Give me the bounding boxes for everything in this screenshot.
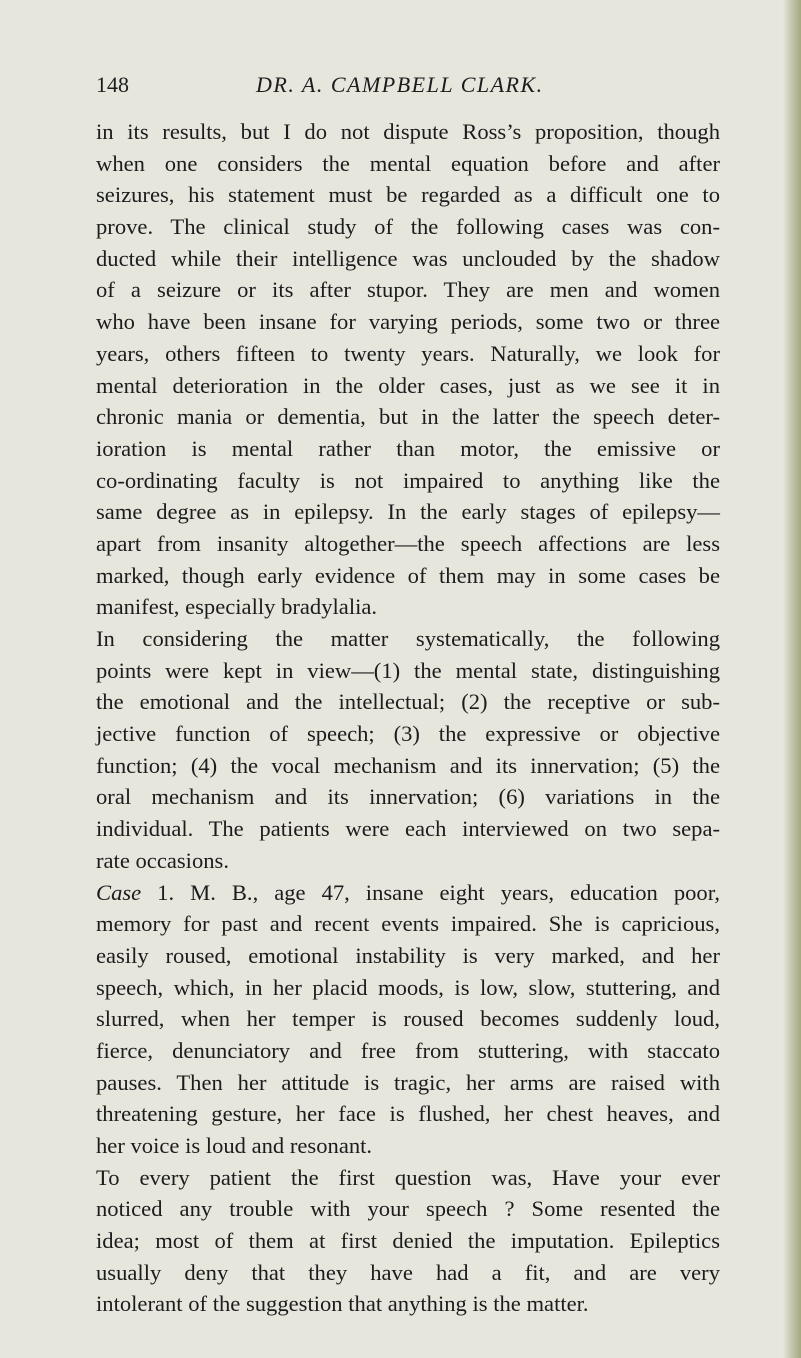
text-line: chronic mania or dementia, but in the latter the speech deter- [96, 404, 720, 430]
text-line: who have been insane for varying periods, some two or three [96, 309, 720, 335]
text-line: individual. The patients were each interviewed on two sepa- [96, 816, 720, 842]
text-line: To every patient the first question was, Have your ever [96, 1164, 720, 1190]
text-line: intolerant of the suggestion that anything is the matter. [96, 1291, 589, 1317]
case-line-text: 1. M. B., age 47, insane eight years, education poor, [141, 879, 720, 905]
text-line: function; (4) the vocal mechanism and its innervation; (5) the [96, 752, 720, 778]
text-line: threatening gesture, her face is flushed, her chest heaves, and [96, 1101, 720, 1127]
text-line: mental deterioration in the older cases, just as we see it in [96, 372, 720, 398]
page-edge-shadow [783, 0, 801, 1358]
text-line: slurred, when her temper is roused becomes suddenly loud, [96, 1006, 720, 1032]
text-line: memory for past and recent events impaired. She is capricious, [96, 911, 720, 937]
text-line: seizures, his statement must be regarded as a difficult one to [96, 182, 720, 208]
text-line: years, others fifteen to twenty years. Naturally, we look for [96, 340, 720, 366]
running-head [96, 72, 716, 102]
text-line: ducted while their intelligence was unclouded by the shadow [96, 245, 720, 271]
text-line: jective function of speech; (3) the expressive or objective [96, 721, 720, 747]
text-line: oral mechanism and its innervation; (6) variations in the [96, 784, 720, 810]
text-line: co-ordinating faculty is not impaired to anything like the [96, 467, 720, 493]
text-line: usually deny that they have had a fit, and are very [96, 1259, 720, 1285]
text-line: pauses. Then her attitude is tragic, her arms are raised with [96, 1069, 720, 1095]
text-line: apart from insanity altogether—the speech affections are less [96, 530, 720, 556]
text-line: same degree as in epilepsy. In the early stages of epilepsy— [96, 499, 720, 525]
case-line [96, 877, 720, 909]
text-line: when one considers the mental equation before and after [96, 150, 720, 176]
text-line: idea; most of them at first denied the imputation. Epileptics [96, 1228, 720, 1254]
text-line: the emotional and the intellectual; (2) the receptive or sub- [96, 689, 720, 715]
text-line: points were kept in view—(1) the mental state, distinguishing [96, 657, 720, 683]
page-number: 148 [96, 72, 129, 97]
text-line: fierce, denunciatory and free from stuttering, with staccato [96, 1037, 720, 1063]
text-line: marked, though early evidence of them may in some cases be [96, 562, 720, 588]
text-line: speech, which, in her placid moods, is low, slow, stuttering, and [96, 974, 720, 1000]
text-line: prove. The clinical study of the following cases was con- [96, 214, 720, 240]
text-line: easily roused, emotional instability is very marked, and her [96, 942, 720, 968]
text-line: rate occasions. [96, 847, 229, 873]
text-line: noticed any trouble with your speech ? Some resented the [96, 1196, 720, 1222]
text-line: her voice is loud and resonant. [96, 1133, 373, 1158]
text-line: In considering the matter systematically, the following [96, 626, 720, 651]
text-line: manifest, especially bradylalia. [96, 594, 378, 620]
text-line: ioration is mental rather than motor, the emissive or [96, 435, 720, 461]
text-line: in its results, but I do not dispute Ross’s proposition, though [96, 119, 720, 144]
text-line: of a seizure or its after stupor. They are men and women [96, 277, 720, 303]
body-text [96, 116, 720, 1320]
case-label: Case [96, 879, 142, 905]
running-title: DR. A. CAMPBELL CLARK. [256, 72, 544, 97]
